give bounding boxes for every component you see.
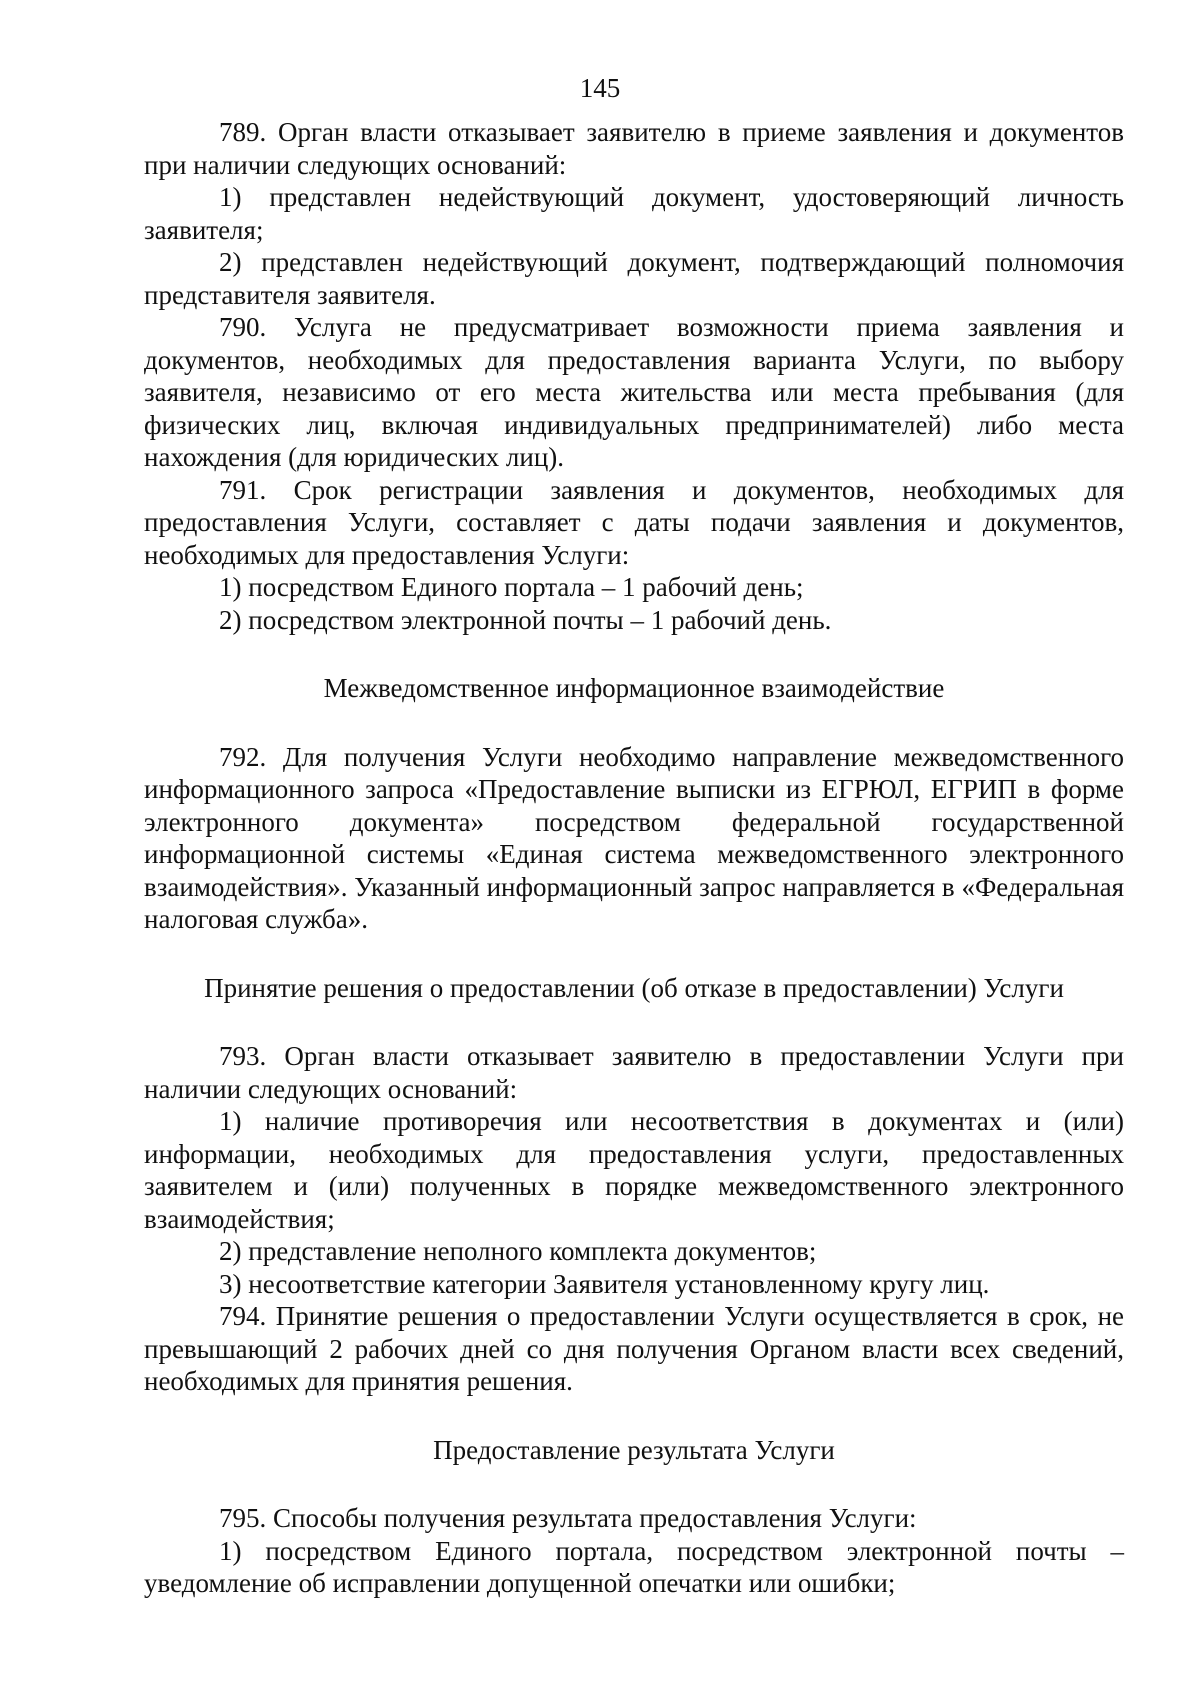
section-heading-interdepartmental: Межведомственное информационное взаимодействие (323, 673, 945, 703)
paragraph-790: 790. Услуга не предусматривает возможности приема заявления и документов, необходимых для предоставления варианта Услуги, по выбору заявителя, независимо от его места жительства или места пребывания (для физических лиц, включая индивидуальных предпринимателей) либо места нахождения (для юридических лиц). (144, 312, 1124, 472)
list-item-793-3: 3) несоответствие категории Заявителя установленному кругу лиц. (219, 1268, 990, 1299)
list-item-793-1: 1) наличие противоречия или несоответствия в документах и (или) информации, необходимых для предоставления услуги, предоставленных заявителем и (или) полученных в порядке межведомственного электронного взаимодействия; (144, 1106, 1124, 1234)
section-heading-result: Предоставление результата Услуги (433, 1434, 835, 1465)
paragraph-792: 792. Для получения Услуги необходимо направление межведомственного информационного запроса «Предоставление выписки из ЕГРЮЛ, ЕГРИП в форме электронного документа» посредством федеральной государственной информационной системы «Единая система межведомственного электронного взаимодействия». Указанный информационный запрос направляется в «Федеральная налоговая служба». (144, 741, 1124, 934)
section-heading-decision: Принятие решения о предоставлении (об отказе в предоставлении) Услуги (204, 972, 1064, 1003)
paragraph-794: 794. Принятие решения о предоставлении Услуги осуществляется в срок, не превышающий 2 рабочих дней со дня получения Органом власти всех сведений, необходимых для принятия решения. (144, 1301, 1124, 1396)
list-item-791-2: 2) посредством электронной почты – 1 рабочий день. (219, 604, 832, 635)
list-item-789-1: 1) представлен недействующий документ, удостоверяющий личность заявителя; (144, 182, 1124, 245)
list-item-795-1: 1) посредством Единого портала, посредством электронной почты – уведомление об исправлении допущенной опечатки или ошибки; (144, 1535, 1124, 1598)
paragraph-795: 795. Способы получения результата предоставления Услуги: (219, 1503, 917, 1533)
list-item-789-2: 2) представлен недействующий документ, подтверждающий полномочия представителя заявителя. (144, 247, 1124, 310)
document-body (144, 116, 1124, 1600)
page-number: 145 (579, 73, 621, 103)
paragraph-789: 789. Орган власти отказывает заявителю в приеме заявления и документов при наличии следующих оснований: (144, 117, 1124, 180)
paragraph-791: 791. Срок регистрации заявления и документов, необходимых для предоставления Услуги, составляет с даты подачи заявления и документов, необходимых для предоставления Услуги: (144, 474, 1124, 570)
paragraph-793: 793. Орган власти отказывает заявителю в предоставлении Услуги при наличии следующих оснований: (144, 1041, 1124, 1104)
list-item-793-2: 2) представление неполного комплекта документов; (219, 1236, 817, 1266)
list-item-791-1: 1) посредством Единого портала – 1 рабочий день; (219, 572, 804, 602)
